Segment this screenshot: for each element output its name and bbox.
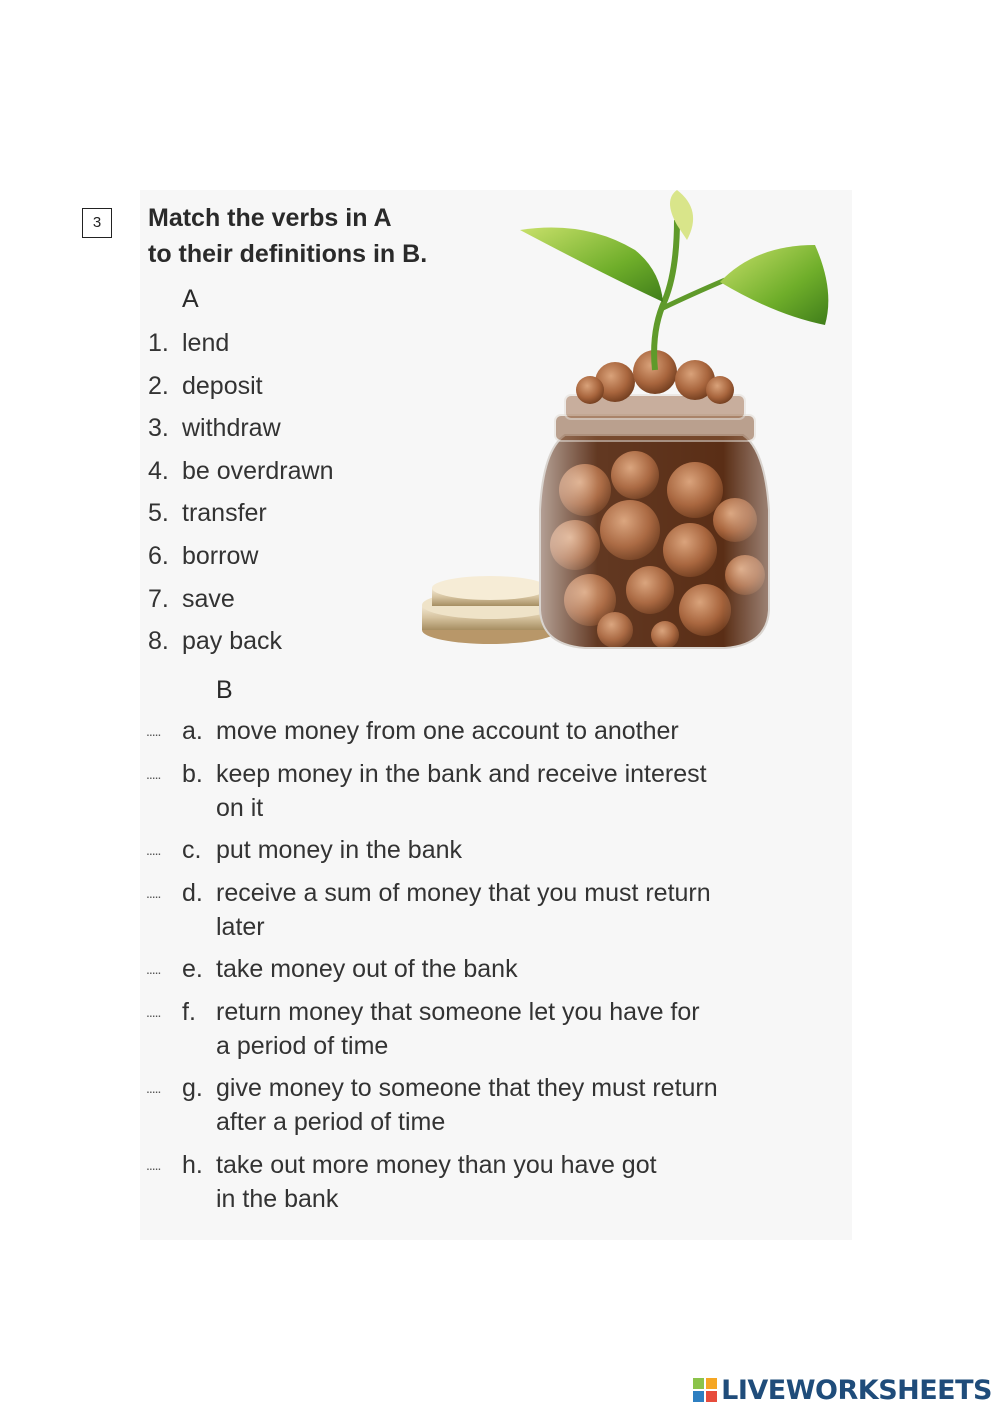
definition-item: ..... b. keep money in the bank and receive interest on it (146, 757, 806, 825)
answer-blank[interactable]: ..... (146, 961, 161, 977)
verb-item: 7. save (148, 584, 235, 613)
exercise-number: 3 (92, 214, 102, 231)
answer-blank[interactable]: ..... (146, 884, 161, 901)
column-b-heading: B (216, 676, 233, 704)
verb-item: 6. borrow (148, 541, 259, 570)
column-b-list (146, 714, 806, 1224)
answer-blank[interactable]: ..... (146, 1080, 161, 1096)
answer-blank[interactable]: ..... (146, 1156, 161, 1173)
verb-item: 2. deposit (148, 371, 263, 400)
answer-blank[interactable]: ..... (146, 765, 161, 782)
column-a-heading: A (182, 285, 199, 313)
definition-item: ..... d. receive a sum of money that you must return later (146, 876, 806, 944)
definition-item: ..... h. take out more money than you have got in the bank (146, 1148, 806, 1216)
exercise-number-box (82, 208, 112, 238)
money-jar-illustration (415, 190, 835, 670)
definition-item: ..... a. move money from one account to another (146, 714, 806, 748)
definition-item: ..... e. take money out of the bank (146, 952, 806, 986)
verb-item: 5. transfer (148, 499, 267, 528)
instruction-line-1: Match the verbs in A (148, 204, 392, 232)
verb-item: 1. lend (148, 329, 230, 357)
column-a-list (148, 322, 333, 663)
coin-stack (422, 576, 558, 644)
answer-blank[interactable]: ..... (146, 1003, 161, 1020)
answer-blank[interactable]: ..... (146, 842, 161, 858)
verb-item: 3. withdraw (148, 414, 281, 443)
leaf-left (520, 228, 663, 303)
leaf-top (670, 190, 693, 240)
liveworksheets-logo-icon (693, 1378, 717, 1402)
leaf-right (720, 245, 828, 325)
definition-item: ..... f. return money that someone let you have for a period of time (146, 995, 806, 1063)
verb-item: 4. be overdrawn (148, 456, 334, 485)
liveworksheets-brand[interactable] (693, 1375, 992, 1405)
definition-item: ..... c. put money in the bank (146, 833, 806, 867)
verb-item: 8. pay back (148, 627, 283, 656)
brand-name: LIVEWORKSHEETS (721, 1374, 992, 1406)
definition-item: ..... g. give money to someone that they must return after a period of time (146, 1071, 806, 1139)
instruction-line-2: to their definitions in B. (148, 240, 428, 268)
answer-blank[interactable]: ..... (146, 723, 161, 739)
